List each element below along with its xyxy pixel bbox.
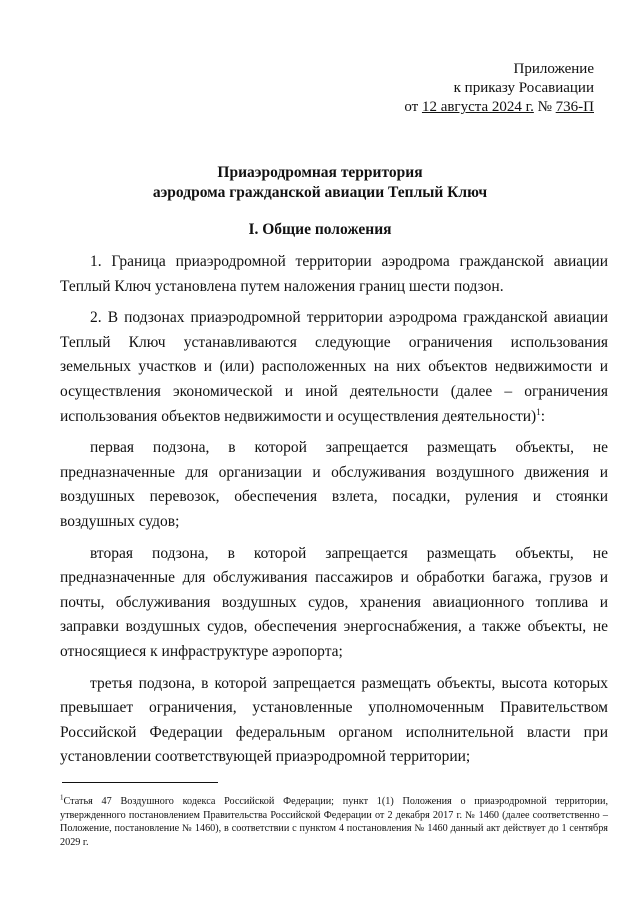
title-line-2: аэродрома гражданской авиации Теплый Ключ — [152, 184, 488, 201]
annex-number-sep: № — [533, 99, 556, 115]
section-heading: I. Общие положения — [248, 221, 392, 238]
paragraph-subzone-3: третья подзона, в которой запрещается размещать объекты, высота которых превышает ограничения, установленные уполномоченным Правительством Российской Федерации федеральным органом исполнительной власти при установлении соответствующей приаэродромной территории; — [60, 674, 608, 766]
paragraph-2 — [60, 306, 608, 429]
annex-label: Приложение — [513, 61, 594, 77]
document-body — [60, 250, 608, 777]
footnote-text: Статья 47 Воздушного кодекса Российской Федерации; пункт 1(1) Положения о приаэродромной территории, утвержденного постановлением Правительства Российской Федерации от 2 декабря 2017 г. № 1460 (далее соответственно – Положение, постановление № 1460), в соответствии с пунктом 4 постановления № 1460 данный акт действует до 1 сентября 2029 г. — [60, 796, 608, 848]
annex-date-number — [404, 98, 594, 117]
paragraph-subzone-1: первая подзона, в которой запрещается размещать объекты, не предназначенные для организации и обслуживания воздушного движения и воздушных перевозок, обеспечения взлета, посадки, руления и стоянки воздушных судов; — [60, 439, 608, 530]
document-title — [0, 163, 640, 203]
paragraph-2-text: 2. В подзонах приаэродромной территории аэродрома гражданской авиации Теплый Ключ устанавливаются следующие ограничения использования земельных участков и (или) расположенных на них объектов недвижимости и осуществления экономической и иной деятельности (далее – ограничения использования объектов недвижимости и осуществления деятельности) — [60, 309, 608, 425]
paragraph-subzone-2: вторая подзона, в которой запрещается размещать объекты, не предназначенные для обслуживания пассажиров и обработки багажа, грузов и почты, обслуживания воздушных судов, хранения авиационного топлива и заправки воздушных судов, обеспечения энергоснабжения, а также объекты, не относящиеся к инфраструктуре аэропорта; — [60, 544, 608, 660]
annex-date: 12 августа 2024 г. — [421, 99, 534, 115]
paragraph-1: 1. Граница приаэродромной территории аэродрома гражданской авиации Теплый Ключ установлена путем наложения границ шести подзон. — [60, 253, 608, 295]
annex-block — [404, 60, 594, 117]
footnote — [60, 795, 608, 849]
footnote-ref[interactable]: 1 — [536, 406, 541, 417]
annex-order-ref: к приказу Росавиации — [453, 80, 594, 96]
annex-date-prefix: от — [404, 99, 422, 115]
footnote-divider — [62, 782, 218, 783]
footnote-marker: 1 — [60, 793, 64, 802]
annex-number: 736-П — [555, 99, 594, 115]
title-line-1: Приаэродромная территория — [217, 164, 423, 181]
paragraph-2-end: : — [540, 407, 546, 425]
